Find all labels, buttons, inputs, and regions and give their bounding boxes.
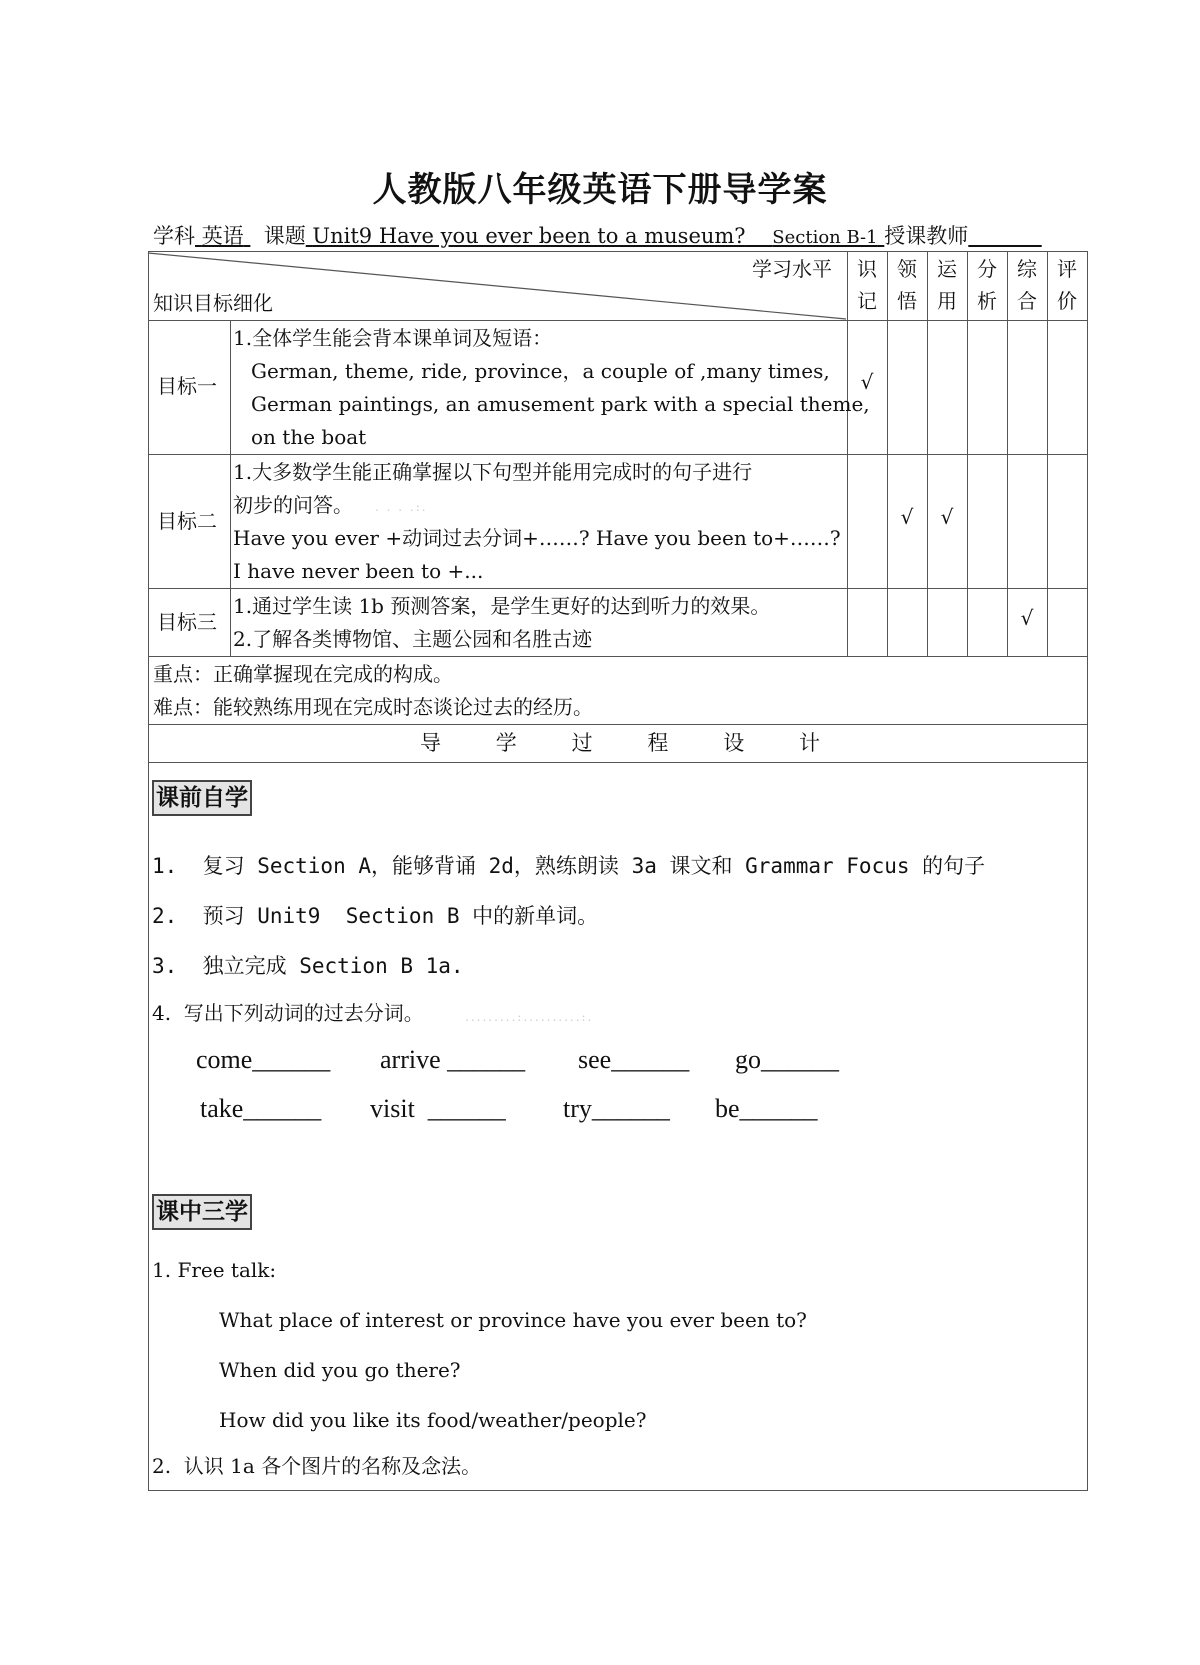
faint-dots: .........:..........:. (465, 1010, 594, 1024)
col-memorize: 识 记 (857, 257, 877, 313)
pre-study-item-1: 1. 复习 Section A，能够背诵 2d，熟练朗读 3a 课文和 Grammar Focus 的句子 (152, 854, 986, 878)
goal-3-label: 目标三 (157, 610, 217, 634)
pre-study-item-4: 4. 写出下列动词的过去分词。 (152, 1001, 424, 1025)
faint-dots: . . . .:. (375, 500, 428, 514)
free-talk-question-3: How did you like its food/weather/people? (219, 1408, 647, 1432)
row-divider (148, 588, 1088, 589)
col-analyze: 分 析 (977, 257, 997, 313)
verb-arrive: arrive ______ (380, 1045, 526, 1074)
goal-1-line-1: 1.全体学生能会背本课单词及短语： (233, 326, 553, 350)
goal-2-line-1: 1.大多数学生能正确掌握以下句型并能用完成时的句子进行 (233, 460, 753, 484)
subject-label: 学科 (153, 224, 195, 248)
key-point: 重点：正确掌握现在完成的构成。 (153, 662, 453, 686)
goal-1-line-2: German, theme, ride, province，a couple of ,many times, (251, 359, 830, 383)
col-evaluate: 评 价 (1057, 257, 1077, 313)
col-comprehend: 领 悟 (897, 257, 917, 313)
diagonal-bottom-label: 知识目标细化 (153, 291, 273, 315)
subject-value: 英语 (201, 224, 244, 248)
verb-try: try______ (563, 1094, 670, 1123)
verb-see: see______ (578, 1045, 690, 1074)
verb-be: be______ (715, 1094, 818, 1123)
goal-2-line-4: I have never been to +... (233, 559, 484, 583)
col-divider (927, 251, 928, 656)
col-divider (1007, 251, 1008, 656)
row-divider (148, 454, 1088, 455)
goal-2-label: 目标二 (157, 509, 217, 533)
goal-2-line-2: 初步的问答。 (233, 493, 353, 517)
col-divider (847, 251, 848, 656)
row-divider (148, 320, 1088, 321)
goal-3-check-synthesize: √ (1020, 606, 1034, 630)
col-synthesize: 综 合 (1017, 257, 1037, 313)
topic-value: Unit9 Have you ever been to a museum? Section B-1 (312, 224, 878, 248)
verb-go: go______ (735, 1045, 839, 1074)
free-talk-question-2: When did you go there? (219, 1358, 461, 1382)
col-divider (967, 251, 968, 656)
col-apply: 运 用 (937, 257, 957, 313)
free-talk: 1. Free talk: (152, 1258, 277, 1282)
pre-study-label: 课前自学 (152, 780, 252, 816)
pre-study-item-2: 2. 预习 Unit9 Section B 中的新单词。 (152, 904, 599, 928)
verb-come: come______ (196, 1045, 331, 1074)
goal-1-line-4: on the boat (251, 425, 367, 449)
goal-3-line-2: 2.了解各类博物馆、主题公园和名胜古迹 (233, 627, 593, 651)
difficult-point: 难点：能较熟练用现在完成时态谈论过去的经历。 (153, 695, 593, 719)
row-divider (148, 656, 1088, 657)
teacher-blank (968, 224, 1041, 248)
free-talk-question-1: What place of interest or province have you ever been to? (219, 1308, 807, 1332)
goal-1-line-3: German paintings, an amusement park with a special theme, (251, 392, 870, 416)
col-divider (1047, 251, 1048, 656)
teacher-label: 授课教师 (884, 224, 969, 248)
goal-2-check-apply: √ (940, 505, 954, 529)
row-divider (148, 724, 1088, 725)
row-divider (148, 762, 1088, 763)
goal-2-line-3: Have you ever +动词过去分词+……? Have you been to+……? (233, 526, 841, 550)
pre-study-item-3: 3. 独立完成 Section B 1a. (152, 954, 464, 978)
topic-label: 课题 (263, 224, 306, 248)
header-line (153, 220, 1042, 250)
goal-1-label: 目标一 (157, 374, 217, 398)
col-divider (230, 320, 231, 656)
goal-3-line-1: 1.通过学生读 1b 预测答案，是学生更好的达到听力的效果。 (233, 594, 771, 618)
diagonal-top-label: 学习水平 (752, 257, 832, 281)
in-class-item-2: 2. 认识 1a 各个图片的名称及念法。 (152, 1454, 482, 1478)
verb-visit: visit ______ (370, 1094, 506, 1123)
in-class-label: 课中三学 (152, 1194, 252, 1230)
col-divider (887, 251, 888, 656)
process-heading: 导 学 过 程 设 计 (420, 731, 820, 755)
page-title: 人教版八年级英语下册导学案 (372, 170, 828, 210)
goal-1-check-memorize: √ (860, 370, 874, 394)
goal-2-check-comprehend: √ (900, 505, 914, 529)
verb-take: take______ (200, 1094, 322, 1123)
